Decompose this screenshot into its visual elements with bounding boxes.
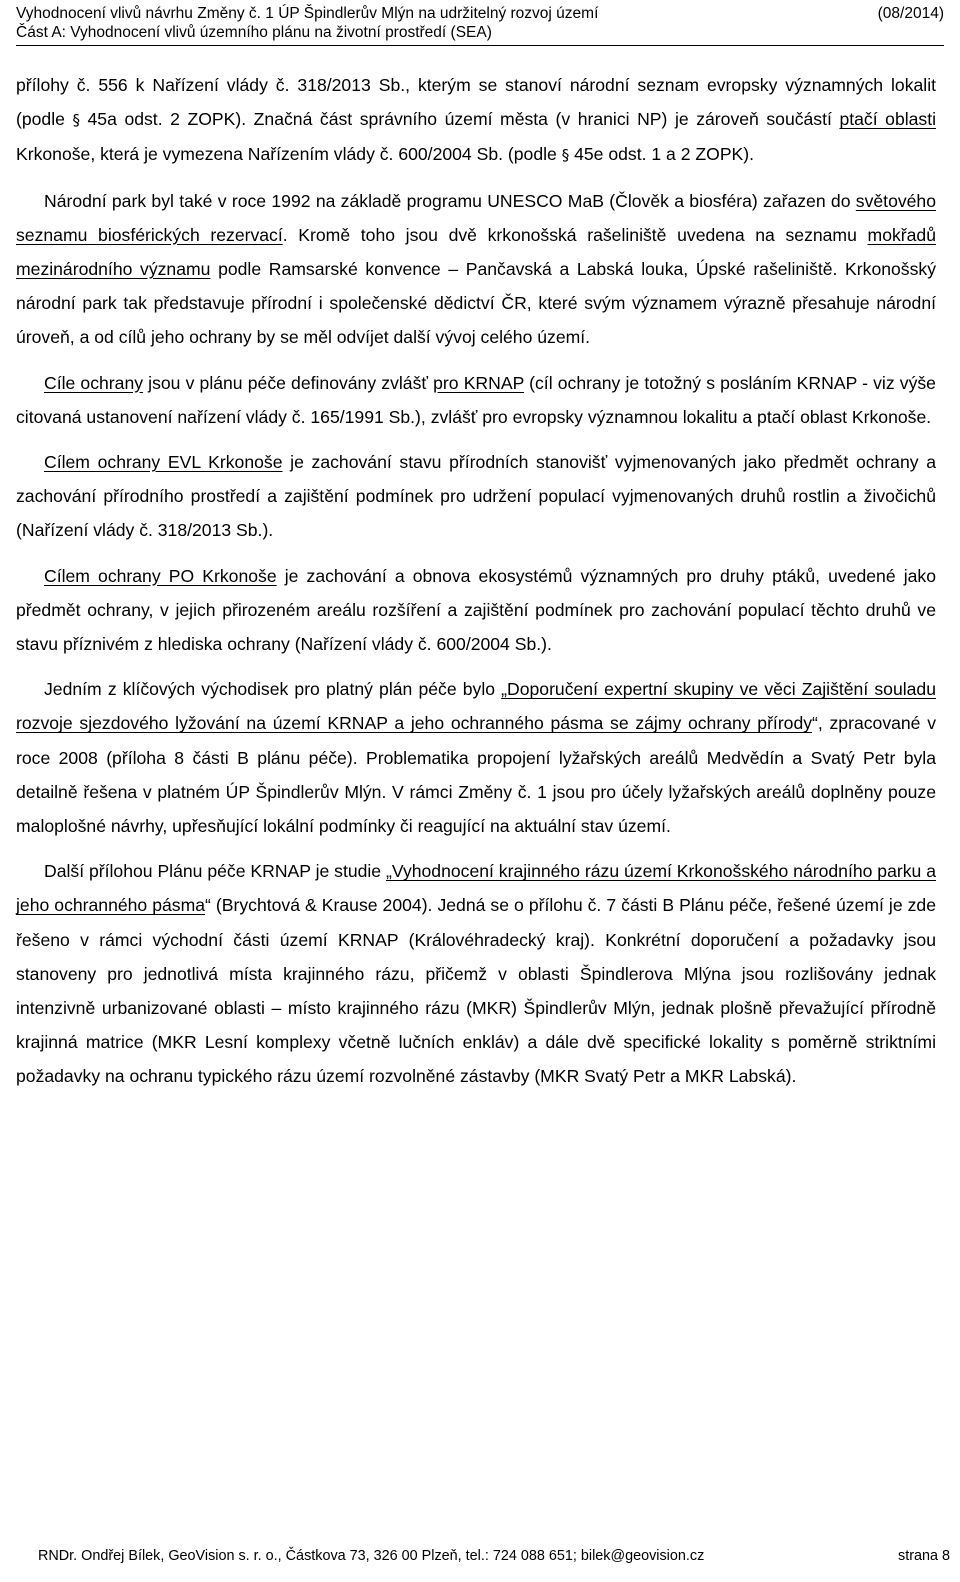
- paragraph: Národní park byl také v roce 1992 na základě programu UNESCO MaB (Člověk a biosféra) zařazen do světového seznamu biosférických rezervací. Kromě toho jsou dvě krkonošská rašeliniště uvedena na seznamu mokřadů mezinárodního významu podle Ramsarské konvence – Pančavská a Labská louka, Úpské rašeliniště. Krkonošský národní park tak představuje přírodní i společenské dědictví ČR, které svým významem výrazně přesahuje národní úroveň, a od cílů jeho ochrany by se měl odvíjet další vývoj celého území.: [16, 190, 936, 348]
- section-sign: §: [72, 111, 80, 130]
- footer-contact: RNDr. Ondřej Bílek, GeoVision s. r. o., Částkova 73, 326 00 Plzeň, tel.: 724 088 651; bilek@geovision.cz: [38, 1548, 705, 1564]
- paragraph: Jedním z klíčových východisek pro platný plán péče bylo „Doporučení expertní skupiny ve věci Zajištění souladu rozvoje sjezdového lyžování na území KRNAP a jeho ochranného pásma se zájmy ochrany přírody“, zpracované v roce 2008 (příloha 8 části B plánu péče). Problematika propojení lyžařských areálů Medvědín a Svatý Petr byla detailně řešena v platném ÚP Špindlerův Mlýn. V rámci Změny č. 1 jsou pro účely lyžařských areálů doplněny pouze maloplošné návrhy, upřesňující lokální podmínky či reagující na aktuální stav území.: [16, 679, 936, 837]
- section-sign: §: [561, 146, 570, 165]
- header-divider: [16, 45, 944, 46]
- paragraph: Cíle ochrany jsou v plánu péče definovány zvlášť pro KRNAP (cíl ochrany je totožný s posláním KRNAP - viz výše citovaná ustanovení nařízení vlády č. 165/1991 Sb.), zvlášť pro evropsky významnou lokalitu a ptačí oblast Krkonoše.: [16, 372, 936, 427]
- header-date: (08/2014): [877, 5, 944, 22]
- paragraph: Cílem ochrany PO Krkonoše je zachování a obnova ekosystémů významných pro druhy ptáků, uvedené jako předmět ochrany, v jejich přirozeném areálu rozšíření a zajištění podmínek pro zachování populací těchto druhů ve stavu příznivém z hlediska ochrany (Nařízení vlády č. 600/2004 Sb.).: [16, 565, 936, 655]
- page-header: [16, 4, 944, 42]
- paragraph: Další přílohou Plánu péče KRNAP je studie „Vyhodnocení krajinného rázu území Krkonošského národního parku a jeho ochranného pásma“ (Brychtová & Krause 2004). Jedná se o přílohu č. 7 části B Plánu péče, řešené území je zde řešeno v rámci východní části území KRNAP (Královéhradecký kraj). Konkrétní doporučení a požadavky jsou stanoveny pro jednotlivá místa krajinného rázu, přičemž v oblasti Špindlerova Mlýna jsou rozlišovány jednak intenzivně urbanizované oblasti – místo krajinného rázu (MKR) Špindlerův Mlýn, jednak plošně převažující přírodně krajinná matrice (MKR Lesní komplexy včetně lučních enkláv) a dále dvě specifické lokality s poměrně striktními požadavky na ochranu typického rázu území rozvolněné zástavby (MKR Svatý Petr a MKR Labská).: [16, 861, 937, 1087]
- page-number: strana 8: [898, 1548, 950, 1564]
- document-body: [16, 68, 936, 1105]
- header-subtitle: Část A: Vyhodnocení vlivů územního plánu na životní prostředí (SEA): [16, 24, 492, 41]
- underlined-term: ptačí oblasti: [839, 109, 937, 130]
- underlined-term: Cílem ochrany PO Krkonoše: [44, 565, 277, 586]
- underlined-term: mokřadů mezinárodního významu: [16, 224, 936, 280]
- underlined-term: světového seznamu biosférických rezervací: [16, 190, 936, 245]
- underlined-citation: „Vyhodnocení krajinného rázu území Krkonošského národního parku a jeho ochranného pásma: [16, 861, 936, 916]
- underlined-term: Cíle ochrany: [44, 372, 144, 393]
- underlined-citation: „Doporučení expertní skupiny ve věci Zajištění souladu rozvoje sjezdového lyžování na území KRNAP a jeho ochranného pásma se zájmy ochrany přírody: [16, 679, 936, 734]
- underlined-term: Cílem ochrany EVL Krkonoše: [44, 452, 283, 473]
- page-footer: [38, 1548, 950, 1564]
- underlined-term: pro KRNAP: [433, 372, 524, 393]
- paragraph: Cílem ochrany EVL Krkonoše je zachování stavu přírodních stanovišť vyjmenovaných jako předmět ochrany a zachování přírodního prostředí a zajištění podmínek pro udržení populací vyjmenovaných druhů rostlin a živočichů (Nařízení vlády č. 318/2013 Sb.).: [16, 452, 936, 541]
- header-title: Vyhodnocení vlivů návrhu Změny č. 1 ÚP Špindlerův Mlýn na udržitelný rozvoj území: [16, 5, 599, 22]
- paragraph: přílohy č. 556 k Nařízení vlády č. 318/2013 Sb., kterým se stanoví národní seznam evropsky významných lokalit (podle § 45a odst. 2 ZOPK). Značná část správního území města (v hranici NP) je zároveň součástí ptačí oblasti Krkonoše, která je vymezena Nařízením vlády č. 600/2004 Sb. (podle § 45e odst. 1 a 2 ZOPK).: [16, 75, 937, 165]
